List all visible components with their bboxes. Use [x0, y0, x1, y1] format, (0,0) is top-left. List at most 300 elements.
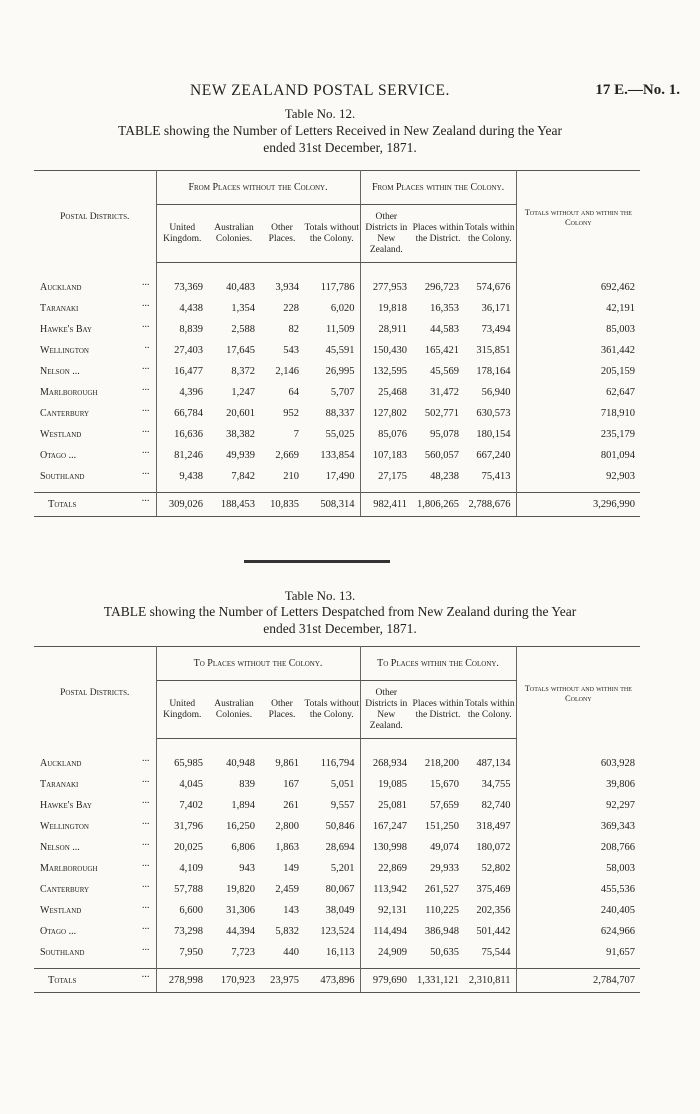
table-row: [34, 298, 640, 319]
cell-value: 718,910: [600, 407, 636, 419]
cell-value: 151,250: [424, 820, 460, 832]
cell-value: 82,740: [464, 795, 516, 816]
cell-value: 40,483: [226, 281, 255, 293]
cell-value: 31,796: [174, 820, 203, 832]
group-header-within: To Places within the Colony.: [360, 647, 516, 681]
district-name: [34, 403, 156, 424]
cell-value: 19,085: [378, 778, 408, 790]
cell-value: 85,003: [606, 323, 636, 335]
cell-value: 28,694: [304, 837, 360, 858]
cell-value: 50,846: [304, 816, 360, 837]
district-name: [34, 816, 156, 837]
column-header: Other Districts in New Zealand.: [360, 681, 412, 739]
cell-value: 235,179: [600, 428, 636, 440]
group-header-outside: From Places without the Colony.: [156, 171, 360, 205]
cell-value: 57,788: [174, 883, 203, 895]
table-row: [34, 340, 640, 361]
district-label: Marlborough: [40, 862, 98, 874]
table-row: [34, 816, 640, 837]
cell-value: 7: [293, 428, 299, 440]
table-row: [34, 319, 640, 340]
totals-label-text: Totals: [48, 499, 77, 510]
leader-dots: ...: [142, 297, 150, 309]
total-value: 3,296,990: [516, 493, 640, 517]
district-name: [34, 921, 156, 942]
cell-value: 31,306: [226, 904, 255, 916]
cell-value: 4,109: [179, 862, 203, 874]
table-row: [34, 445, 640, 466]
leader-dots: ...: [142, 836, 150, 848]
district-name: [34, 319, 156, 340]
cell-value: 49,939: [226, 449, 255, 461]
district-label: Nelson ...: [40, 841, 80, 853]
cell-value: 1,247: [231, 386, 255, 398]
cell-value: 318,497: [464, 816, 516, 837]
cell-value: 624,966: [600, 925, 636, 937]
total-value: 309,026: [156, 493, 208, 517]
leader-dots: ...: [142, 318, 150, 330]
table-row: [34, 774, 640, 795]
cell-value: 116,794: [304, 753, 360, 774]
table-row: [34, 879, 640, 900]
table-row: [34, 753, 640, 774]
total-value: 23,975: [260, 969, 304, 993]
cell-value: 1,863: [275, 841, 299, 853]
table-12-caption: [40, 122, 640, 156]
table-13: [34, 646, 640, 993]
cell-value: 22,869: [378, 862, 408, 874]
cell-value: 25,081: [378, 799, 408, 811]
cell-value: 240,405: [600, 904, 636, 916]
cell-value: 167: [283, 778, 299, 790]
cell-value: 91,657: [606, 946, 636, 958]
total-value: 2,788,676: [464, 493, 516, 517]
cell-value: 1,354: [231, 302, 255, 314]
cell-value: 1,894: [231, 799, 255, 811]
cell-value: 20,601: [226, 407, 255, 419]
cell-value: 55,025: [304, 424, 360, 445]
table-row: [34, 382, 640, 403]
leader-dots: ...: [142, 857, 150, 869]
cell-value: 17,490: [304, 466, 360, 487]
cell-value: 2,146: [275, 365, 299, 377]
district-name: [34, 858, 156, 879]
cell-value: 130,998: [372, 841, 408, 853]
total-header: Totals without and within the Colony: [516, 171, 640, 263]
cell-value: 167,247: [372, 820, 408, 832]
total-value: 979,690: [360, 969, 412, 993]
cell-value: 180,072: [464, 837, 516, 858]
total-value: 170,923: [208, 969, 260, 993]
totals-label: [34, 493, 156, 517]
cell-value: 5,201: [304, 858, 360, 879]
cell-value: 2,669: [275, 449, 299, 461]
column-header: Places within the District.: [412, 681, 464, 739]
cell-value: 386,948: [424, 925, 460, 937]
district-label: Auckland: [40, 757, 82, 769]
cell-value: 16,113: [304, 942, 360, 963]
cell-value: 9,438: [179, 470, 203, 482]
leader-dots: ...: [142, 444, 150, 456]
cell-value: 630,573: [464, 403, 516, 424]
cell-value: 487,134: [464, 753, 516, 774]
cell-value: 85,076: [378, 428, 408, 440]
cell-value: 261: [283, 799, 299, 811]
leader-dots: ...: [142, 920, 150, 932]
cell-value: 113,942: [373, 883, 408, 895]
cell-value: 56,940: [464, 382, 516, 403]
cell-value: 123,524: [304, 921, 360, 942]
column-header: Australian Colonies.: [208, 681, 260, 739]
cell-value: 7,402: [179, 799, 203, 811]
district-label: Taranaki: [40, 778, 79, 790]
cell-value: 296,723: [424, 281, 460, 293]
cell-value: 82: [288, 323, 299, 335]
cell-value: 261,527: [424, 883, 460, 895]
cell-value: 208,766: [600, 841, 636, 853]
leader-dots: ...: [142, 773, 150, 785]
cell-value: 5,051: [304, 774, 360, 795]
leader-dots: ...: [141, 493, 150, 504]
cell-value: 29,933: [430, 862, 460, 874]
table-row: [34, 403, 640, 424]
district-label: Otago ...: [40, 449, 77, 461]
cell-value: 560,057: [424, 449, 460, 461]
district-label: Otago ...: [40, 925, 77, 937]
cell-value: 4,396: [179, 386, 203, 398]
district-name: [34, 361, 156, 382]
cell-value: 543: [283, 344, 299, 356]
district-label: Wellington: [40, 820, 89, 832]
district-label: Southland: [40, 470, 85, 482]
cell-value: 75,413: [464, 466, 516, 487]
leader-dots: ..: [144, 339, 150, 351]
totals-row: [34, 493, 640, 517]
cell-value: 9,861: [275, 757, 299, 769]
cell-value: 16,636: [174, 428, 203, 440]
district-name: [34, 837, 156, 858]
district-name: [34, 340, 156, 361]
cell-value: 24,909: [378, 946, 408, 958]
cell-value: 667,240: [464, 445, 516, 466]
cell-value: 19,820: [226, 883, 255, 895]
cell-value: 4,045: [179, 778, 203, 790]
cell-value: 692,462: [600, 281, 636, 293]
cell-value: 8,372: [231, 365, 255, 377]
cell-value: 375,469: [464, 879, 516, 900]
cell-value: 15,670: [430, 778, 460, 790]
leader-dots: ...: [142, 941, 150, 953]
table-13-caption-line2: ended 31st December, 1871.: [263, 621, 417, 636]
column-header: Other Places.: [260, 205, 304, 263]
table-13-number: Table No. 13.: [284, 588, 356, 603]
column-header: United Kingdom.: [156, 681, 208, 739]
cell-value: 3,934: [275, 281, 299, 293]
total-value: 10,835: [260, 493, 304, 517]
cell-value: 36,171: [464, 298, 516, 319]
cell-value: 26,995: [304, 361, 360, 382]
cell-value: 27,175: [378, 470, 408, 482]
cell-value: 40,948: [226, 757, 255, 769]
district-name: [34, 466, 156, 487]
table-12: [34, 170, 640, 517]
cell-value: 95,078: [430, 428, 460, 440]
cell-value: 114,494: [373, 925, 408, 937]
cell-value: 92,297: [606, 799, 636, 811]
cell-value: 80,067: [304, 879, 360, 900]
service-title: NEW ZEALAND POSTAL SERVICE.: [190, 82, 450, 99]
page-header: [0, 82, 700, 106]
table-row: [34, 921, 640, 942]
column-header: United Kingdom.: [156, 205, 208, 263]
total-value: 188,453: [208, 493, 260, 517]
cell-value: 2,459: [275, 883, 299, 895]
cell-value: 7,950: [179, 946, 203, 958]
cell-value: 218,200: [424, 757, 460, 769]
cell-value: 801,094: [600, 449, 636, 461]
cell-value: 117,786: [304, 277, 360, 298]
totals-label: [34, 969, 156, 993]
district-name: [34, 942, 156, 963]
cell-value: 110,225: [425, 904, 460, 916]
cell-value: 73,369: [174, 281, 203, 293]
cell-value: 6,020: [304, 298, 360, 319]
cell-value: 16,250: [226, 820, 255, 832]
table-row: [34, 837, 640, 858]
leader-dots: ...: [142, 381, 150, 393]
cell-value: 42,191: [606, 302, 636, 314]
table-12-number: Table No. 12.: [284, 106, 356, 121]
district-label: Canterbury: [40, 407, 90, 419]
cell-value: 8,839: [179, 323, 203, 335]
cell-value: 65,985: [174, 757, 203, 769]
cell-value: 2,588: [231, 323, 255, 335]
table-12-caption-line2: ended 31st December, 1871.: [263, 140, 417, 155]
cell-value: 178,164: [464, 361, 516, 382]
cell-value: 38,049: [304, 900, 360, 921]
district-name: [34, 900, 156, 921]
cell-value: 277,953: [372, 281, 408, 293]
district-label: Taranaki: [40, 302, 79, 314]
table-row: [34, 277, 640, 298]
cell-value: 20,025: [174, 841, 203, 853]
table-row: [34, 942, 640, 963]
leader-dots: ...: [142, 815, 150, 827]
column-header: Other Districts in New Zealand.: [360, 205, 412, 263]
cell-value: 150,430: [372, 344, 408, 356]
cell-value: 31,472: [430, 386, 460, 398]
leader-dots: ...: [142, 423, 150, 435]
cell-value: 5,707: [304, 382, 360, 403]
cell-value: 952: [283, 407, 299, 419]
cell-value: 143: [283, 904, 299, 916]
cell-value: 5,832: [275, 925, 299, 937]
district-header: Postal Districts.: [34, 647, 156, 739]
cell-value: 75,544: [464, 942, 516, 963]
leader-dots: ...: [142, 276, 150, 288]
cell-value: 6,806: [231, 841, 255, 853]
cell-value: 28,911: [378, 323, 408, 335]
cell-value: 11,509: [304, 319, 360, 340]
district-name: [34, 795, 156, 816]
district-label: Marlborough: [40, 386, 98, 398]
table-13-caption: [40, 603, 640, 637]
cell-value: 315,851: [464, 340, 516, 361]
cell-value: 58,003: [606, 862, 636, 874]
district-label: Westland: [40, 904, 82, 916]
cell-value: 107,183: [372, 449, 408, 461]
cell-value: 2,800: [275, 820, 299, 832]
cell-value: 57,659: [430, 799, 460, 811]
cell-value: 205,159: [600, 365, 636, 377]
group-header-within: From Places within the Colony.: [360, 171, 516, 205]
cell-value: 7,723: [231, 946, 255, 958]
group-header-outside: To Places without the Colony.: [156, 647, 360, 681]
leader-dots: ...: [142, 360, 150, 372]
cell-value: 165,421: [424, 344, 460, 356]
leader-dots: ...: [142, 878, 150, 890]
district-name: [34, 382, 156, 403]
totals-row: [34, 969, 640, 993]
cell-value: 38,382: [226, 428, 255, 440]
cell-value: 62,647: [606, 386, 636, 398]
district-label: Southland: [40, 946, 85, 958]
district-name: [34, 298, 156, 319]
cell-value: 440: [283, 946, 299, 958]
table-row: [34, 795, 640, 816]
cell-value: 202,356: [464, 900, 516, 921]
column-header: Totals within the Colony.: [464, 681, 516, 739]
cell-value: 49,074: [430, 841, 460, 853]
table-row: [34, 900, 640, 921]
cell-value: 127,802: [372, 407, 408, 419]
district-label: Hawke's Bay: [40, 799, 92, 811]
leader-dots: ...: [142, 465, 150, 477]
column-header: Other Places.: [260, 681, 304, 739]
cell-value: 44,583: [430, 323, 460, 335]
district-name: [34, 774, 156, 795]
cell-value: 88,337: [304, 403, 360, 424]
cell-value: 45,569: [430, 365, 460, 377]
district-name: [34, 277, 156, 298]
cell-value: 455,536: [600, 883, 636, 895]
total-value: 278,998: [156, 969, 208, 993]
cell-value: 132,595: [372, 365, 408, 377]
district-name: [34, 879, 156, 900]
cell-value: 25,468: [378, 386, 408, 398]
total-value: 1,806,265: [412, 493, 464, 517]
total-value: 982,411: [360, 493, 412, 517]
cell-value: 19,818: [378, 302, 408, 314]
cell-value: 92,903: [606, 470, 636, 482]
cell-value: 839: [239, 778, 255, 790]
cell-value: 66,784: [174, 407, 203, 419]
district-header: Postal Districts.: [34, 171, 156, 263]
district-name: [34, 424, 156, 445]
cell-value: 45,591: [304, 340, 360, 361]
totals-label-text: Totals: [48, 975, 77, 986]
total-value: 2,784,707: [516, 969, 640, 993]
cell-value: 92,131: [378, 904, 408, 916]
leader-dots: ...: [142, 899, 150, 911]
cell-value: 6,600: [179, 904, 203, 916]
cell-value: 502,771: [424, 407, 460, 419]
cell-value: 268,934: [372, 757, 408, 769]
district-name: [34, 753, 156, 774]
cell-value: 64: [288, 386, 299, 398]
cell-value: 369,343: [600, 820, 636, 832]
cell-value: 50,635: [430, 946, 460, 958]
cell-value: 52,802: [464, 858, 516, 879]
cell-value: 7,842: [231, 470, 255, 482]
column-header: Totals within the Colony.: [464, 205, 516, 263]
cell-value: 133,854: [304, 445, 360, 466]
column-header: Totals without the Colony.: [304, 205, 360, 263]
cell-value: 149: [283, 862, 299, 874]
district-label: Auckland: [40, 281, 82, 293]
column-header: Places within the District.: [412, 205, 464, 263]
cell-value: 73,494: [464, 319, 516, 340]
cell-value: 73,298: [174, 925, 203, 937]
total-value: 1,331,121: [412, 969, 464, 993]
cell-value: 501,442: [464, 921, 516, 942]
cell-value: 180,154: [464, 424, 516, 445]
cell-value: 39,806: [606, 778, 636, 790]
table-row: [34, 424, 640, 445]
cell-value: 574,676: [464, 277, 516, 298]
cell-value: 16,353: [430, 302, 460, 314]
cell-value: 210: [283, 470, 299, 482]
cell-value: 27,403: [174, 344, 203, 356]
cell-value: 4,438: [179, 302, 203, 314]
district-name: [34, 445, 156, 466]
district-label: Canterbury: [40, 883, 90, 895]
cell-value: 603,928: [600, 757, 636, 769]
column-header: Totals without the Colony.: [304, 681, 360, 739]
section-divider: [244, 560, 390, 563]
total-value: 508,314: [304, 493, 360, 517]
total-header: Totals without and within the Colony: [516, 647, 640, 739]
leader-dots: ...: [142, 402, 150, 414]
district-label: Westland: [40, 428, 82, 440]
column-header: Australian Colonies.: [208, 205, 260, 263]
cell-value: 17,645: [226, 344, 255, 356]
total-value: 2,310,811: [464, 969, 516, 993]
cell-value: 34,755: [464, 774, 516, 795]
total-value: 473,896: [304, 969, 360, 993]
table-12-caption-line1: TABLE showing the Number of Letters Received in New Zealand during the Year: [118, 123, 562, 138]
page-reference: 17 E.—No. 1.: [595, 82, 680, 98]
leader-dots: ...: [141, 969, 150, 980]
cell-value: 81,246: [174, 449, 203, 461]
cell-value: 9,557: [304, 795, 360, 816]
cell-value: 48,238: [430, 470, 460, 482]
cell-value: 16,477: [174, 365, 203, 377]
district-label: Wellington: [40, 344, 89, 356]
cell-value: 44,394: [226, 925, 255, 937]
district-label: Nelson ...: [40, 365, 80, 377]
cell-value: 228: [283, 302, 299, 314]
cell-value: 361,442: [600, 344, 636, 356]
table-row: [34, 466, 640, 487]
district-label: Hawke's Bay: [40, 323, 92, 335]
table-row: [34, 858, 640, 879]
table-13-caption-line1: TABLE showing the Number of Letters Despatched from New Zealand during the Year: [103, 604, 577, 619]
cell-value: 943: [239, 862, 255, 874]
leader-dots: ...: [142, 752, 150, 764]
table-row: [34, 361, 640, 382]
leader-dots: ...: [142, 794, 150, 806]
